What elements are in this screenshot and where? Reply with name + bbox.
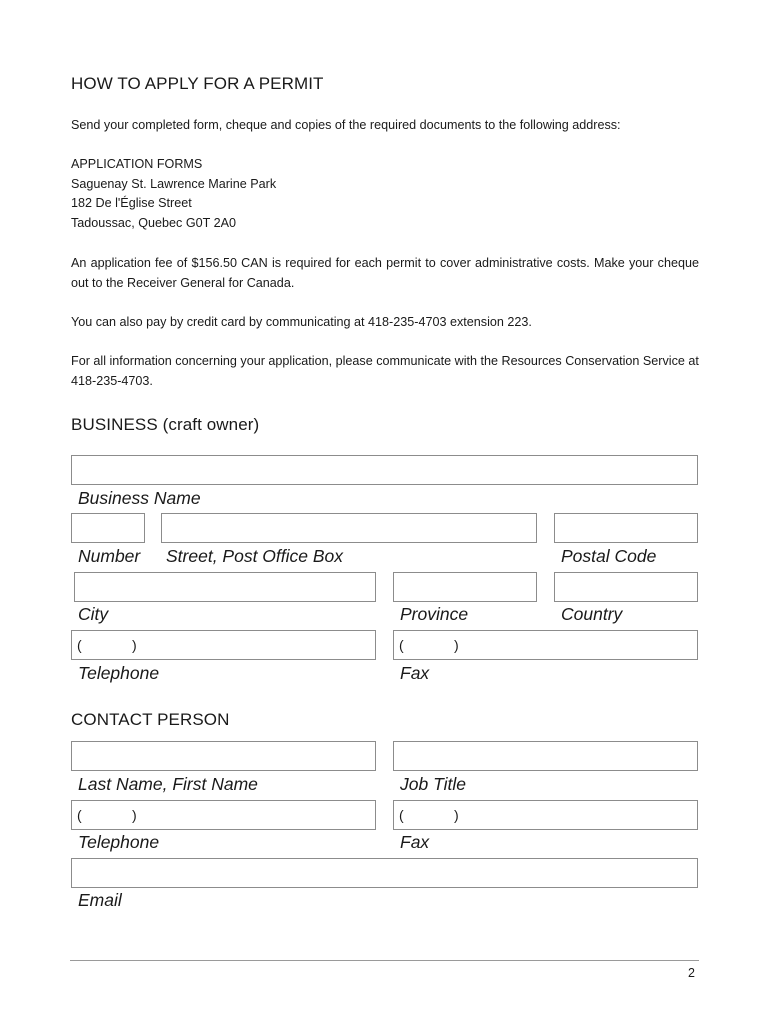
business-section-title: BUSINESS (craft owner) xyxy=(71,415,260,434)
area-code-open-paren: ( xyxy=(399,807,404,823)
area-code-close-paren: ) xyxy=(454,807,459,823)
area-code-close-paren: ) xyxy=(132,807,137,823)
job-title-field[interactable] xyxy=(393,741,698,771)
business-name-label: Business Name xyxy=(78,488,201,508)
info-paragraph: For all information concerning your application, please communicate with the Resources Conservation Service at 418-235-4703. xyxy=(71,354,699,388)
email-field[interactable] xyxy=(71,858,698,888)
number-field[interactable] xyxy=(71,513,145,543)
business-name-field[interactable] xyxy=(71,455,698,485)
address-line: 182 De l'Église Street xyxy=(71,196,192,210)
contact-section-title: CONTACT PERSON xyxy=(71,710,230,729)
postal-code-label: Postal Code xyxy=(561,546,657,566)
footer-divider xyxy=(70,960,699,961)
page-title: HOW TO APPLY FOR A PERMIT xyxy=(71,74,324,93)
postal-code-field[interactable] xyxy=(554,513,698,543)
contact-telephone-field[interactable] xyxy=(71,800,376,830)
area-code-close-paren: ) xyxy=(454,637,459,653)
province-label: Province xyxy=(400,604,469,624)
address-line: Saguenay St. Lawrence Marine Park xyxy=(71,176,277,191)
city-label: City xyxy=(78,604,109,624)
credit-card-paragraph: You can also pay by credit card by communicating at 418-235-4703 extension 223. xyxy=(71,315,532,329)
address-line: APPLICATION FORMS xyxy=(71,157,203,171)
address-block xyxy=(71,155,276,233)
business-telephone-field[interactable] xyxy=(71,630,376,660)
contact-name-label: Last Name, First Name xyxy=(78,774,258,794)
province-field[interactable] xyxy=(393,572,537,602)
area-code-open-paren: ( xyxy=(77,807,82,823)
contact-fax-field[interactable] xyxy=(393,800,698,830)
area-code-close-paren: ) xyxy=(132,637,137,653)
number-label: Number xyxy=(78,546,141,566)
country-field[interactable] xyxy=(554,572,698,602)
street-field[interactable] xyxy=(161,513,537,543)
page-number: 2 xyxy=(688,966,695,980)
area-code-open-paren: ( xyxy=(77,637,82,653)
business-fax-label: Fax xyxy=(400,663,430,683)
job-title-label: Job Title xyxy=(400,774,466,794)
street-label: Street, Post Office Box xyxy=(166,546,344,566)
area-code-open-paren: ( xyxy=(399,637,404,653)
contact-fax-label: Fax xyxy=(400,832,430,852)
business-fax-field[interactable] xyxy=(393,630,698,660)
fee-paragraph: An application fee of $156.50 CAN is required for each permit to cover administrative costs. Make your cheque out to the Receiver General for Canada. xyxy=(71,256,699,290)
contact-name-field[interactable] xyxy=(71,741,376,771)
address-line: Tadoussac, Quebec G0T 2A0 xyxy=(71,215,236,230)
contact-telephone-label: Telephone xyxy=(78,832,160,852)
email-label: Email xyxy=(78,890,122,910)
business-telephone-label: Telephone xyxy=(78,663,160,683)
country-label: Country xyxy=(561,604,623,624)
intro-text: Send your completed form, cheque and copies of the required documents to the following address: xyxy=(71,118,621,132)
city-field[interactable] xyxy=(74,572,376,602)
